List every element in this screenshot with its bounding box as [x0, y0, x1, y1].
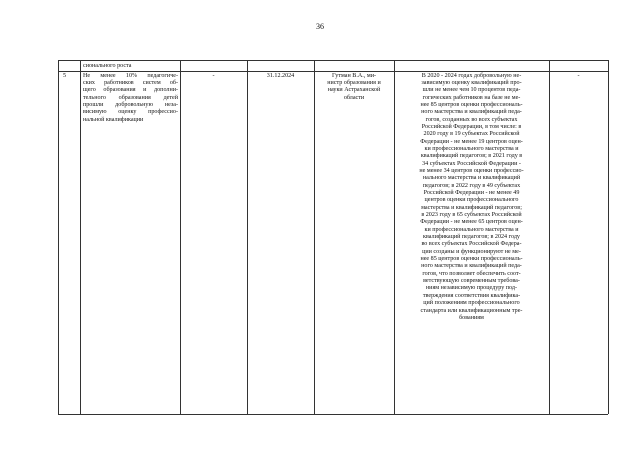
indicator-line: щего образования и дополни-: [83, 87, 178, 94]
result-line: Федерации - не менее 19 центров оцен-: [420, 138, 523, 145]
deadline-date: 31.12.2024: [266, 72, 295, 79]
result-description: [394, 73, 549, 323]
prev-row-desc-tail: сионального роста: [83, 62, 132, 69]
result-line: зависимую оценку квалификаций про-: [421, 79, 522, 86]
page-number: 36: [316, 22, 324, 31]
col-border: [80, 60, 81, 414]
responsible-person: [314, 73, 394, 102]
result-line: квалификаций педагогов; в 2021 году в: [420, 153, 523, 160]
table-bottom-border: [58, 414, 608, 415]
result-line: Федерации - не менее 65 центров оцен-: [420, 219, 523, 226]
indicator-line: висимую оценку профессио-: [83, 109, 178, 116]
indicator-line: тельного образования детей: [83, 94, 178, 101]
row-number: 5: [63, 72, 67, 79]
result-line: квалификаций педагогов; в 2024 году: [423, 234, 520, 241]
result-line: ций положениям профессионального: [423, 300, 520, 307]
indicator-line: Не менее 10% педагогиче-: [83, 72, 178, 79]
result-line: ки профессионального мастерства и: [424, 226, 519, 233]
col-border: [314, 60, 315, 414]
result-line: гогов, созданных во всех субъектах: [425, 116, 518, 123]
responsible-line: Гутман В.А., ми-: [331, 72, 376, 79]
result-line: Российской Федерации, в том числе: в: [421, 123, 522, 130]
responsible-line: науки Астраханской: [327, 87, 381, 94]
col-border: [608, 60, 609, 414]
result-line: центров оценки профессионального: [424, 197, 519, 204]
result-line: ниям независимую процедуру под-: [425, 285, 518, 292]
result-line: бованиям: [459, 314, 484, 321]
result-line: в 2023 году в 65 субъектах Российской: [421, 212, 522, 219]
col-border: [247, 60, 248, 414]
responsible-line: нистр образования и: [327, 79, 381, 86]
result-line: тверждения соответствия квалифика-: [422, 292, 521, 299]
result-line: ции созданы и функционируют не ме-: [422, 248, 521, 255]
result-line: во всех субъектах Российской Федера-: [421, 241, 522, 248]
result-line: педагогов; в 2022 году в 49 субъектах: [422, 182, 521, 189]
result-line: 34 субъектах Российской Федерации -: [422, 160, 521, 167]
result-line: гогических работников на базе не ме-: [422, 94, 521, 101]
col-border: [180, 60, 181, 414]
result-line: ного мастерства и квалификаций педа-: [421, 263, 522, 270]
result-line: шли не менее чем 10 процентов педа-: [422, 87, 521, 94]
result-line: стандарта или квалификационным тре-: [420, 307, 523, 314]
result-line: нее 85 центров оценки профессиональ-: [420, 256, 523, 263]
result-line: не менее 34 центров оценки профессио-: [419, 167, 524, 174]
result-line: В 2020 - 2024 годах добровольную не-: [421, 72, 522, 79]
indicator-line: прошли добровольную неза-: [83, 101, 178, 108]
result-line: гогов, что позволяет обеспечить соот-: [422, 270, 521, 277]
indicator-line: ских работников систем об-: [83, 79, 178, 86]
col-border: [58, 60, 59, 414]
result-line: нального мастерства и квалификаций: [422, 175, 521, 182]
table-top-border: [58, 60, 608, 61]
result-line: мастерства и квалификаций педагогов;: [421, 204, 522, 211]
base-value: -: [212, 72, 215, 79]
result-line: нее 85 центров оценки профессиональ-: [420, 101, 523, 108]
result-line: ки профессионального мастерства и: [424, 145, 519, 152]
result-line: ветствующую современным требова-: [423, 278, 520, 285]
col-border: [549, 60, 550, 414]
indicator-text: [83, 73, 178, 124]
result-line: ного мастерства и квалификаций педа-: [421, 109, 522, 116]
responsible-line: области: [343, 94, 365, 101]
result-line: Российской Федерации - не менее 49: [423, 190, 520, 196]
last-column-value: -: [577, 72, 580, 79]
indicator-line: нальной квалификации: [83, 116, 144, 123]
result-line: 2020 году в 19 субъектах Российской: [423, 131, 520, 138]
document-table: [58, 60, 608, 414]
